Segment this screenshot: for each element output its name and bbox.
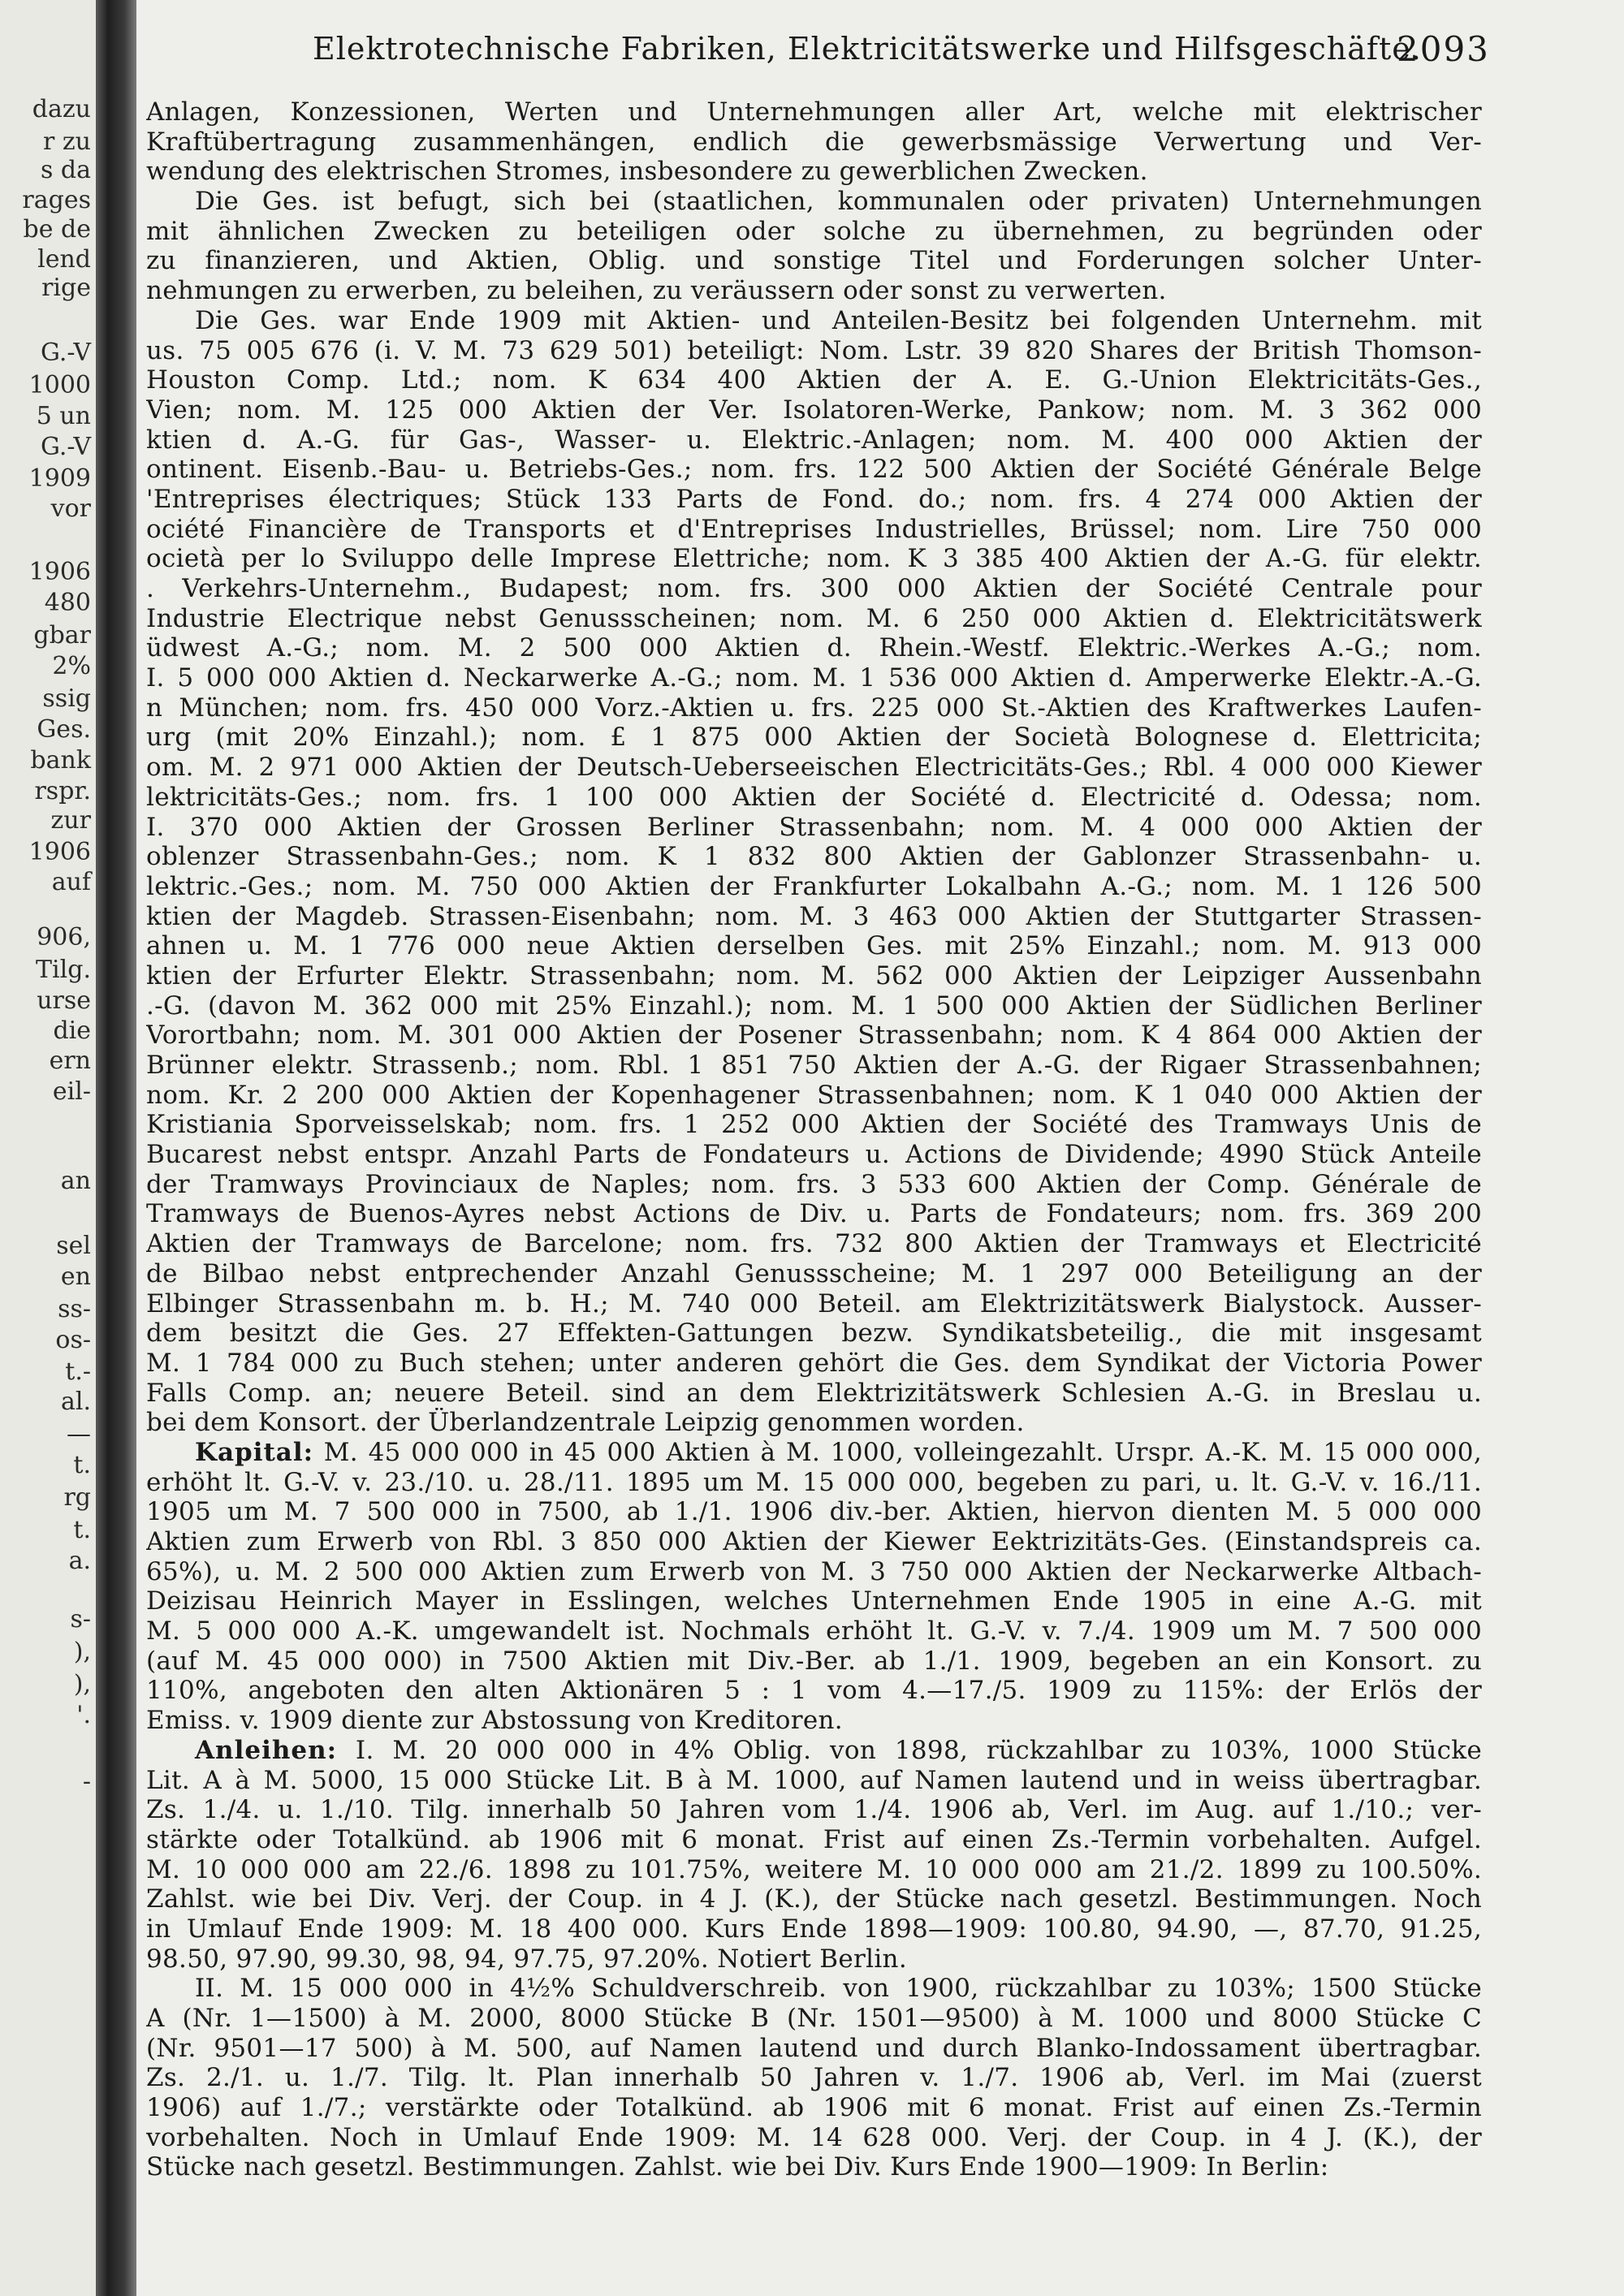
text-line: 'Entreprises électriques; Stück 133 Parts de Fond. do.; nom. frs. 4 274 000 Aktien der	[146, 484, 1482, 514]
margin-fragment: 480	[44, 589, 91, 617]
margin-fragment: G.-V	[40, 433, 91, 461]
text-line: Tramways de Buenos-Ayres nebst Actions de Div. u. Parts de Fondateurs; nom. frs. 369 200	[146, 1199, 1482, 1229]
margin-fragment: eil-	[52, 1077, 91, 1106]
margin-fragment: a.	[68, 1547, 91, 1575]
text-line: stärkte oder Totalkünd. ab 1906 mit 6 monat. Frist auf einen Zs.-Termin vorbehalten. Aufgel.	[146, 1824, 1482, 1854]
text-line: der Tramways Provinciaux de Naples; nom. frs. 3 533 600 Aktien der Comp. Générale de	[146, 1169, 1482, 1199]
text-line: om. M. 2 971 000 Aktien der Deutsch-Ueberseeischen Electricitäts-Ges.; Rbl. 4 000 000 Kiewer	[146, 753, 1482, 783]
margin-fragment: 906,	[37, 923, 91, 952]
margin-fragment: rspr.	[34, 777, 91, 805]
text-line: Die Ges. war Ende 1909 mit Aktien- und Anteilen-Besitz bei folgenden Unternehm. mit	[195, 305, 1482, 335]
text-line: in Umlauf Ende 1909: M. 18 400 000. Kurs Ende 1898—1909: 100.80, 94.90, —, 87.70, 91.25,	[146, 1914, 1482, 1944]
text-line: ktien der Magdeb. Strassen-Eisenbahn; nom. M. 3 463 000 Aktien der Stuttgarter Strassen-	[146, 901, 1482, 931]
text-line: zu finanzieren, und Aktien, Oblig. und sonstige Titel und Forderungen solcher Unter-	[146, 246, 1482, 276]
text-line: Emiss. v. 1909 diente zur Abstossung von Kreditoren.	[146, 1706, 843, 1736]
margin-fragment: -	[82, 1767, 91, 1796]
text-line: Die Ges. ist befugt, sich bei (staatlichen, kommunalen oder privaten) Unternehmungen	[195, 187, 1482, 217]
text-line: Kapital: M. 45 000 000 in 45 000 Aktien à M. 1000, volleingezahlt. Urspr. A.-K. M. 15 000 000,	[195, 1437, 1482, 1467]
text-line: M. 1 784 000 zu Buch stehen; unter anderen gehört die Ges. dem Syndikat der Victoria Power	[146, 1348, 1482, 1378]
text-line: 98.50, 97.90, 99.30, 98, 94, 97.75, 97.20%. Notiert Berlin.	[146, 1944, 907, 1974]
text-line: Falls Comp. an; neuere Beteil. sind an dem Elektrizitätswerk Schlesien A.-G. in Breslau u.	[146, 1378, 1482, 1408]
text-line: Lit. A à M. 5000, 15 000 Stücke Lit. B à M. 1000, auf Namen lautend und in weiss übertragbar.	[146, 1765, 1482, 1795]
margin-fragment: 1906	[28, 558, 91, 586]
text-line: II. M. 15 000 000 in 4½% Schuldverschreib. von 1900, rückzahlbar zu 103%; 1500 Stücke	[195, 1974, 1482, 2004]
margin-fragment: s-	[70, 1605, 91, 1634]
margin-fragment: t.	[73, 1516, 91, 1544]
margin-fragment: 5 un	[36, 402, 91, 430]
text-line: Kraftübertragung zusammenhängen, endlich die gewerbsmässige Verwertung und Ver-	[146, 127, 1482, 157]
text-line: Brünner elektr. Strassenb.; nom. Rbl. 1 851 750 Aktien der A.-G. der Rigaer Strassenbahnen;	[146, 1051, 1482, 1080]
text-line: Zahlst. wie bei Div. Verj. der Coup. in 4 J. (K.), der Stücke nach gesetzl. Bestimmungen. Noch	[146, 1884, 1482, 1914]
margin-fragment: ssig	[42, 684, 91, 713]
page-number: 2093	[1397, 29, 1490, 69]
text-line: de Bilbao nebst entprechender Anzahl Genussscheine; M. 1 297 000 Beteiligung an der	[146, 1258, 1482, 1288]
margin-fragment: rages	[22, 186, 91, 214]
text-line: Deizisau Heinrich Mayer in Esslingen, welches Unternehmen Ende 1905 in eine A.-G. mit	[146, 1586, 1482, 1616]
margin-fragment: 1906	[28, 838, 91, 866]
text-line: Houston Comp. Ltd.; nom. K 634 400 Aktien der A. E. G.-Union Elektricitäts-Ges.,	[146, 365, 1482, 395]
text-line: nehmungen zu erwerben, zu beleihen, zu veräussern oder sonst zu verwerten.	[146, 276, 1167, 306]
text-line: Zs. 1./4. u. 1./10. Tilg. innerhalb 50 Jahren vom 1./4. 1906 ab, Verl. im Aug. auf 1./10.; ver-	[146, 1795, 1482, 1825]
margin-fragment: vor	[50, 494, 91, 523]
text-line: lektric.-Ges.; nom. M. 750 000 Aktien der Frankfurter Lokalbahn A.-G.; nom. M. 1 126 500	[146, 871, 1482, 901]
margin-fragment: '.	[76, 1701, 91, 1729]
text-line: vorbehalten. Noch in Umlauf Ende 1909: M. 14 628 000. Verj. der Coup. in 4 J. (K.), der	[146, 2122, 1482, 2152]
text-line: urg (mit 20% Einzahl.); nom. £ 1 875 000 Aktien der Società Bolognese d. Elettricita;	[146, 723, 1482, 753]
running-header: Elektrotechnische Fabriken, Elektricitätswerke und Hilfsgeschäfte.	[313, 31, 1422, 67]
margin-fragment: en	[60, 1262, 91, 1291]
margin-fragment: ),	[73, 1638, 91, 1666]
margin-fragment: be de	[23, 215, 91, 244]
text-line: Aktien zum Erwerb von Rbl. 3 850 000 Aktien der Kiewer Eektrizitäts-Ges. (Einstandspreis ca.	[146, 1527, 1482, 1556]
text-line: nom. Kr. 2 200 000 Aktien der Kopenhagener Strassenbahnen; nom. K 1 040 000 Aktien der	[146, 1080, 1482, 1110]
text-line: 1906) auf 1./7.; verstärkte oder Totalkünd. ab 1906 mit 6 monat. Frist auf einen Zs.-Termin	[146, 2093, 1482, 2123]
margin-fragment: rg	[63, 1483, 91, 1512]
text-line: . Verkehrs-Unternehm., Budapest; nom. frs. 300 000 Aktien der Société Centrale pour	[146, 574, 1482, 603]
text-line: Industrie Electrique nebst Genussscheinen; nom. M. 6 250 000 Aktien d. Elektricitätswerk	[146, 603, 1482, 633]
margin-fragment: dazu	[32, 95, 91, 123]
margin-fragment: Tilg.	[36, 956, 91, 984]
margin-fragment: bank	[30, 746, 91, 775]
text-line: mit ähnlichen Zwecken zu beteiligen oder solche zu übernehmen, zu begründen oder	[146, 216, 1482, 246]
text-line: (auf M. 45 000 000) in 7500 Aktien mit Div.-Ber. ab 1./1. 1909, begeben an ein Konsort. zu	[146, 1646, 1482, 1676]
text-line: Kristiania Sporveisselskab; nom. frs. 1 252 000 Aktien der Société des Tramways Unis de	[146, 1110, 1482, 1140]
text-line: bei dem Konsort. der Überlandzentrale Leipzig genommen worden.	[146, 1408, 1025, 1438]
margin-fragment: s da	[40, 156, 91, 184]
margin-fragment: die	[53, 1016, 91, 1045]
margin-fragment: zur	[50, 806, 91, 835]
text-line: M. 5 000 000 A.-K. umgewandelt ist. Nochmals erhöht lt. G.-V. v. 7./4. 1909 um M. 7 500 000	[146, 1616, 1482, 1646]
margin-fragment: t.-	[65, 1357, 91, 1386]
text-line: (Nr. 9501—17 500) à M. 500, auf Namen lautend und durch Blanko-Indossament übertragbar.	[146, 2033, 1482, 2063]
text-line: Vorortbahn; nom. M. 301 000 Aktien der Posener Strassenbahn; nom. K 4 864 000 Aktien der	[146, 1021, 1482, 1051]
text-line: Anlagen, Konzessionen, Werten und Unternehmungen aller Art, welche mit elektrischer	[146, 97, 1482, 127]
margin-fragment: Ges.	[37, 715, 91, 744]
text-line: Anleihen: I. M. 20 000 000 in 4% Oblig. von 1898, rückzahlbar zu 103%, 1000 Stücke	[195, 1735, 1482, 1765]
text-line: I. 5 000 000 Aktien d. Neckarwerke A.-G.; nom. M. 1 536 000 Aktien d. Amperwerke Elektr.-A.-G.	[146, 663, 1482, 693]
text-line: wendung des elektrischen Stromes, insbesondere zu gewerblichen Zwecken.	[146, 157, 1148, 187]
margin-fragment: an	[60, 1167, 91, 1195]
margin-fragment: r zu	[42, 127, 91, 156]
margin-fragment: 2%	[52, 652, 91, 680]
text-line: Vien; nom. M. 125 000 Aktien der Ver. Isolatoren-Werke, Pankow; nom. M. 3 362 000	[146, 395, 1482, 425]
margin-fragment: os-	[55, 1326, 91, 1354]
text-line: ocietà per lo Sviluppo delle Imprese Elettriche; nom. K 3 385 400 Aktien der A.-G. für elektr.	[146, 544, 1482, 574]
text-line: dem besitzt die Ges. 27 Effekten-Gattungen bezw. Syndikatsbeteilig., die mit insgesamt	[146, 1318, 1482, 1349]
margin-fragment: gbar	[33, 621, 91, 650]
body-text	[146, 97, 1482, 2182]
text-line: lektricitäts-Ges.; nom. frs. 1 100 000 Aktien der Société d. Electricité d. Odessa; nom.	[146, 782, 1482, 812]
text-line: üdwest A.-G.; nom. M. 2 500 000 Aktien d. Rhein.-Westf. Elektric.-Werkes A.-G.; nom.	[146, 633, 1482, 663]
text-line: ktien der Erfurter Elektr. Strassenbahn; nom. M. 562 000 Aktien der Leipziger Aussenbahn	[146, 960, 1482, 990]
margin-fragment: urse	[37, 986, 91, 1015]
text-line: M. 10 000 000 am 22./6. 1898 zu 101.75%, weitere M. 10 000 000 am 21./2. 1899 zu 100.50%.	[146, 1854, 1482, 1884]
text-line: ociété Financière de Transports et d'Entreprises Industrielles, Brüssel; nom. Lire 750 000	[146, 514, 1482, 544]
margin-fragment: ern	[49, 1047, 91, 1075]
margin-fragment: sel	[56, 1232, 91, 1260]
text-line: n München; nom. frs. 450 000 Vorz.-Aktien u. frs. 225 000 St.-Aktien des Kraftwerkes Laufen-	[146, 693, 1482, 723]
text-line: Elbinger Strassenbahn m. b. H.; M. 740 000 Beteil. am Elektrizitätswerk Bialystock. Ausser-	[146, 1288, 1482, 1318]
margin-fragment: ss-	[58, 1295, 91, 1323]
margin-fragment: 1000	[28, 371, 91, 399]
text-line: Stücke nach gesetzl. Bestimmungen. Zahlst. wie bei Div. Kurs Ende 1900—1909: In Berlin:	[146, 2152, 1329, 2182]
margin-fragment: lend	[37, 245, 91, 274]
text-line: I. 370 000 Aktien der Grossen Berliner Strassenbahn; nom. M. 4 000 000 Aktien der	[146, 812, 1482, 842]
text-line: Bucarest nebst entspr. Anzahl Parts de Fondateurs u. Actions de Dividende; 4990 Stück Anteile	[146, 1140, 1482, 1170]
margin-fragment: ),	[73, 1670, 91, 1698]
text-line: 1905 um M. 7 500 000 in 7500, ab 1./1. 1906 div.-ber. Aktien, hiervon dienten M. 5 000 000	[146, 1497, 1482, 1527]
text-line: ontinent. Eisenb.-Bau- u. Betriebs-Ges.; nom. frs. 122 500 Aktien der Société Générale Belge	[146, 455, 1482, 485]
margin-fragment: al.	[60, 1388, 91, 1416]
margin-fragment: rige	[41, 274, 91, 302]
text-line: 65%), u. M. 2 500 000 Aktien zum Erwerb von M. 3 750 000 Aktien der Neckarwerke Altbach-	[146, 1556, 1482, 1586]
text-line: us. 75 005 676 (i. V. M. 73 629 501) beteiligt: Nom. Lstr. 39 820 Shares der British Thomson-	[146, 335, 1482, 365]
text-line: A (Nr. 1—1500) à M. 2000, 8000 Stücke B (Nr. 1501—9500) à M. 1000 und 8000 Stücke C	[146, 2004, 1482, 2033]
text-line: 110%, angeboten den alten Aktionären 5 : 1 vom 4.—17./5. 1909 zu 115%: der Erlös der	[146, 1676, 1482, 1706]
text-line: ahnen u. M. 1 776 000 neue Aktien derselben Ges. mit 25% Einzahl.; nom. M. 913 000	[146, 931, 1482, 961]
text-line: Zs. 2./1. u. 1./7. Tilg. lt. Plan innerhalb 50 Jahren v. 1./7. 1906 ab, Verl. im Mai (zuerst	[146, 2063, 1482, 2093]
text-line: oblenzer Strassenbahn-Ges.; nom. K 1 832 800 Aktien der Gablonzer Strassenbahn- u.	[146, 842, 1482, 872]
margin-fragment: auf	[51, 868, 91, 896]
previous-page-fragment	[0, 0, 96, 2296]
text-line: .-G. (davon M. 362 000 mit 25% Einzahl.); nom. M. 1 500 000 Aktien der Südlichen Berliner	[146, 990, 1482, 1021]
margin-fragment: G.-V	[40, 339, 91, 367]
margin-fragment: 1909	[28, 464, 91, 493]
text-line: Aktien der Tramways de Barcelone; nom. frs. 732 800 Aktien der Tramways et Electricité	[146, 1229, 1482, 1259]
text-line: ktien d. A.-G. für Gas-, Wasser- u. Elektric.-Anlagen; nom. M. 400 000 Aktien der	[146, 425, 1482, 455]
text-line: erhöht lt. G.-V. v. 23./10. u. 28./11. 1895 um M. 15 000 000, begeben zu pari, u. lt. G.-V. v. 16./11.	[146, 1467, 1482, 1497]
margin-fragment: —	[67, 1420, 91, 1448]
book-gutter	[96, 0, 136, 2296]
margin-fragment: t.	[73, 1451, 91, 1479]
